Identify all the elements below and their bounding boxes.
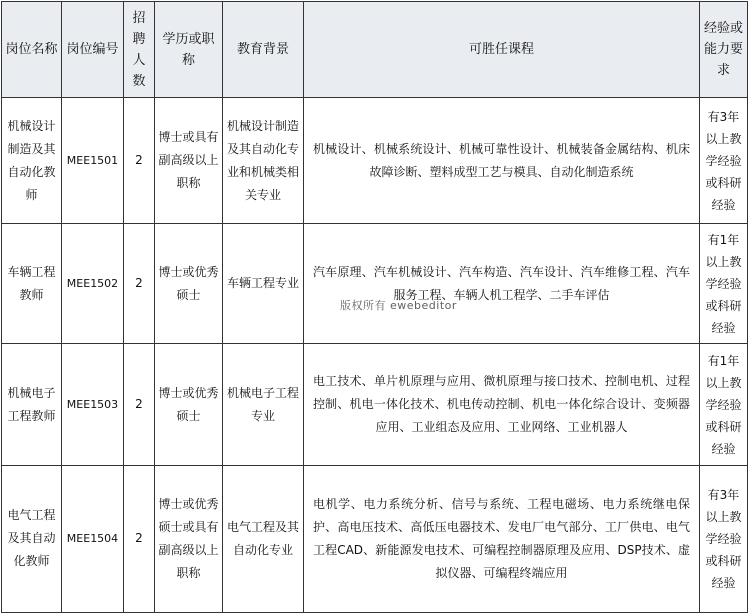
cell-education: 电气工程及其自动化专业 — [223, 465, 304, 612]
table-row — [2, 224, 748, 344]
header-position-code: 岗位编号 — [62, 2, 124, 98]
cell-position-name: 机械设计制造及其自动化教师 — [2, 98, 62, 224]
cell-degree: 博士或具有副高级以上职称 — [155, 98, 223, 224]
cell-education: 机械设计制造及其自动化专业和机械类相关专业 — [223, 98, 304, 224]
cell-courses: 汽车原理、汽车机械设计、汽车构造、汽车设计、汽车维修工程、汽车服务工程、车辆人机工程学、二手车评估 — [304, 224, 700, 344]
table-row — [2, 344, 748, 465]
header-headcount: 招聘人数 — [124, 2, 155, 98]
cell-courses: 电工技术、单片机原理与应用、微机原理与接口技术、控制电机、过程控制、机电一体化技术、机电传动控制、机电一体化综合设计、变频器应用、工业组态及应用、工业网络、工业机器人 — [304, 344, 700, 465]
cell-degree: 博士或优秀硕士 — [155, 224, 223, 344]
cell-position-code: MEE1503 — [62, 344, 124, 465]
cell-headcount: 2 — [124, 98, 155, 224]
cell-position-code: MEE1502 — [62, 224, 124, 344]
table-row — [2, 465, 748, 612]
header-position-name: 岗位名称 — [2, 2, 62, 98]
header-experience: 经验或能力要求 — [700, 2, 748, 98]
cell-position-name: 电气工程及其自动化教师 — [2, 465, 62, 612]
cell-headcount: 2 — [124, 465, 155, 612]
watermark-text: 版权所有 ewebeditor — [340, 299, 457, 312]
cell-headcount: 2 — [124, 224, 155, 344]
cell-position-name: 机械电子工程教师 — [2, 344, 62, 465]
cell-education: 机械电子工程专业 — [223, 344, 304, 465]
cell-experience: 有1年以上教学经验或科研经验 — [700, 344, 748, 465]
header-courses: 可胜任课程 — [304, 2, 700, 98]
cell-experience: 有3年以上教学经验或科研经验 — [700, 465, 748, 612]
header-education: 教育背景 — [223, 2, 304, 98]
table-row — [2, 98, 748, 224]
cell-position-name: 车辆工程教师 — [2, 224, 62, 344]
cell-position-code: MEE1501 — [62, 98, 124, 224]
cell-headcount: 2 — [124, 344, 155, 465]
header-row — [2, 2, 748, 98]
cell-degree: 博士或优秀硕士 — [155, 344, 223, 465]
cell-degree: 博士或优秀硕士或具有副高级以上职称 — [155, 465, 223, 612]
cell-education: 车辆工程专业 — [223, 224, 304, 344]
header-degree: 学历或职称 — [155, 2, 223, 98]
cell-position-code: MEE1504 — [62, 465, 124, 612]
cell-courses: 电机学、电力系统分析、信号与系统、工程电磁场、电力系统继电保护、高电压技术、高低压电器技术、发电厂电气部分、工厂供电、电气工程CAD、新能源发电技术、可编程控制器原理及应用、DSP技术、虚拟仪器、可编程终端应用 — [304, 465, 700, 612]
cell-experience: 有3年以上教学经验或科研经验 — [700, 98, 748, 224]
cell-courses: 机械设计、机械系统设计、机械可靠性设计、机械装备金属结构、机床故障诊断、塑料成型工艺与模具、自动化制造系统 — [304, 98, 700, 224]
cell-experience: 有1年以上教学经验或科研经验 — [700, 224, 748, 344]
